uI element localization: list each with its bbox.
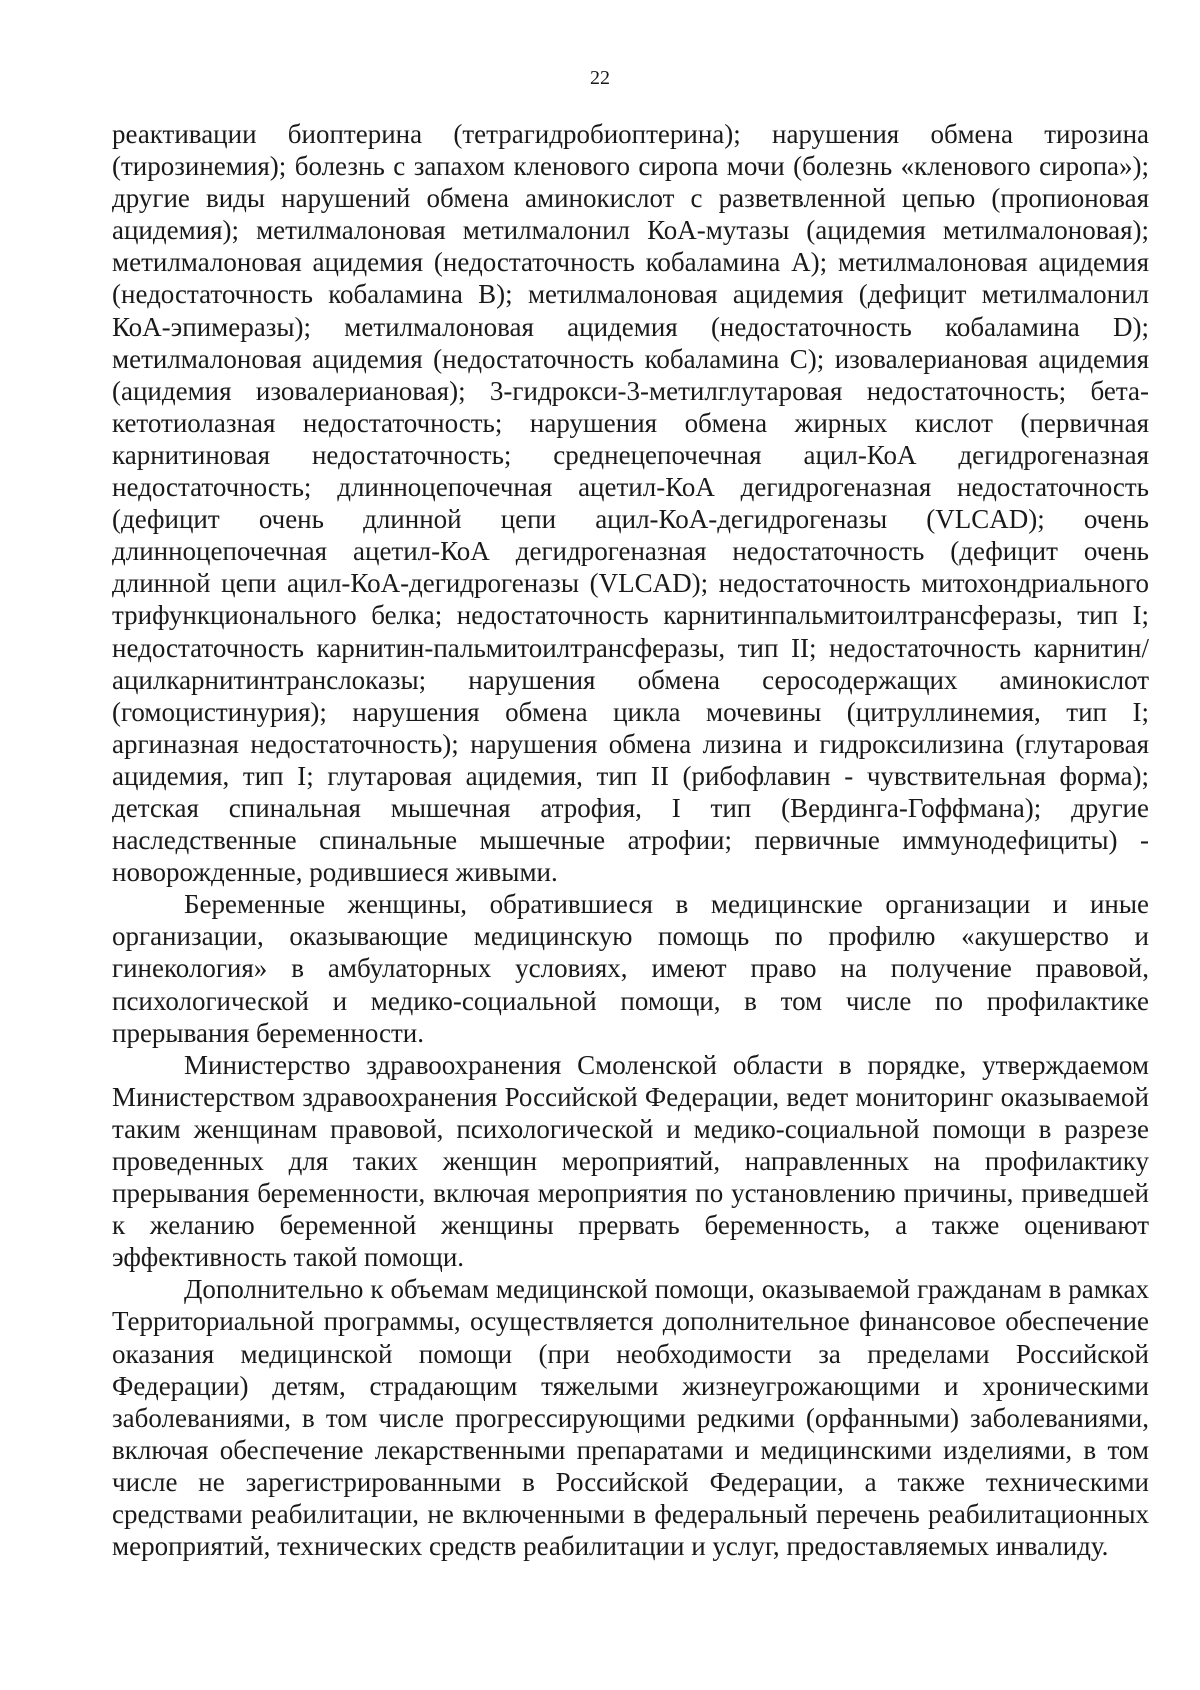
page-number: 22 xyxy=(590,67,610,89)
paragraph-continuation: реактивации биоптерина (тетрагидробиоптерина); нарушения обмена тирозина (тирозинемия); болезнь с запахом кленового сиропа мочи (болезнь «кленового сиропа»); другие виды нарушений обмена аминокислот с разветвленной цепью (пропионовая ацидемия); метилмалоновая метилмалонил КоА-мутазы (ацидемия метилмалоновая); метилмалоновая ацидемия (недостаточность кобаламина А); метилмалоновая ацидемия (недостаточность кобаламина В); метилмалоновая ацидемия (дефицит метилмалонил КоА-эпимеразы); метилмалоновая ацидемия (недостаточность кобаламина D); метилмалоновая ацидемия (недостаточность кобаламина С); изовалериановая ацидемия (ацидемия изовалериановая); 3-гидрокси-3-метилглутаровая недостаточность; бета-кетотиолазная недостаточность; нарушения обмена жирных кислот (первичная карнитиновая недостаточность; среднецепочечная ацил-КоА дегидрогеназная недостаточность; длинноцепочечная ацетил-КоА дегидрогеназная недостаточность (дефицит очень длинной цепи ацил-КоА-дегидрогеназы (VLCAD); очень длинноцепочечная ацетил-КоА дегидрогеназная недостаточность (дефицит очень длинной цепи ацил-КоА-дегидрогеназы (VLCAD); недостаточность митохондриального трифункционального белка; недостаточность карнитинпальмитоилтрансферазы, тип I; недостаточность карнитин-пальмитоилтрансферазы, тип II; недостаточность карнитин/ацилкарнитинтранслоказы; нарушения обмена серосодержащих аминокислот (гомоцистинурия); нарушения обмена цикла мочевины (цитруллинемия, тип I; аргиназная недостаточность); нарушения обмена лизина и гидроксилизина (глутаровая ацидемия, тип I; глутаровая ацидемия, тип II (рибофлавин - чувствительная форма); детская спинальная мышечная атрофия, I тип (Вердинга-Гоффмана); другие наследственные спинальные мышечные атрофии; первичные иммунодефициты) - новорожденные, родившиеся живыми. xyxy=(112,119,1149,888)
paragraph-pregnant-women-assistance: Беременные женщины, обратившиеся в медицинские организации и иные организации, оказывающие медицинскую помощь по профилю «акушерство и гинекология» в амбулаторных условиях, имеют право на получение правовой, психологической и медико-социальной помощи, в том числе по профилактике прерывания беременности. xyxy=(112,889,1149,1048)
paragraph-additional-funding: Дополнительно к объемам медицинской помощи, оказываемой гражданам в рамках Территориальной программы, осуществляется дополнительное финансовое обеспечение оказания медицинской помощи (при необходимости за пределами Российской Федерации) детям, страдающим тяжелыми жизнеугрожающими и хроническими заболеваниями, в том числе прогрессирующими редкими (орфанными) заболеваниями, включая обеспечение лекарственными препаратами и медицинскими изделиями, в том числе не зарегистрированными в Российской Федерации, а также техническими средствами реабилитации, не включенными в федеральный перечень реабилитационных мероприятий, технических средств реабилитации и услуг, предоставляемых инвалиду. xyxy=(112,1274,1149,1562)
document-body xyxy=(112,118,1149,1562)
paragraph-ministry-monitoring: Министерство здравоохранения Смоленской области в порядке, утверждаемом Министерством здравоохранения Российской Федерации, ведет мониторинг оказываемой таким женщинам правовой, психологической и медико-социальной помощи в разрезе проведенных для таких женщин мероприятий, направленных на профилактику прерывания беременности, включая мероприятия по установлению причины, приведшей к желанию беременной женщины прервать беременность, а также оценивают эффективность такой помощи. xyxy=(112,1049,1149,1273)
